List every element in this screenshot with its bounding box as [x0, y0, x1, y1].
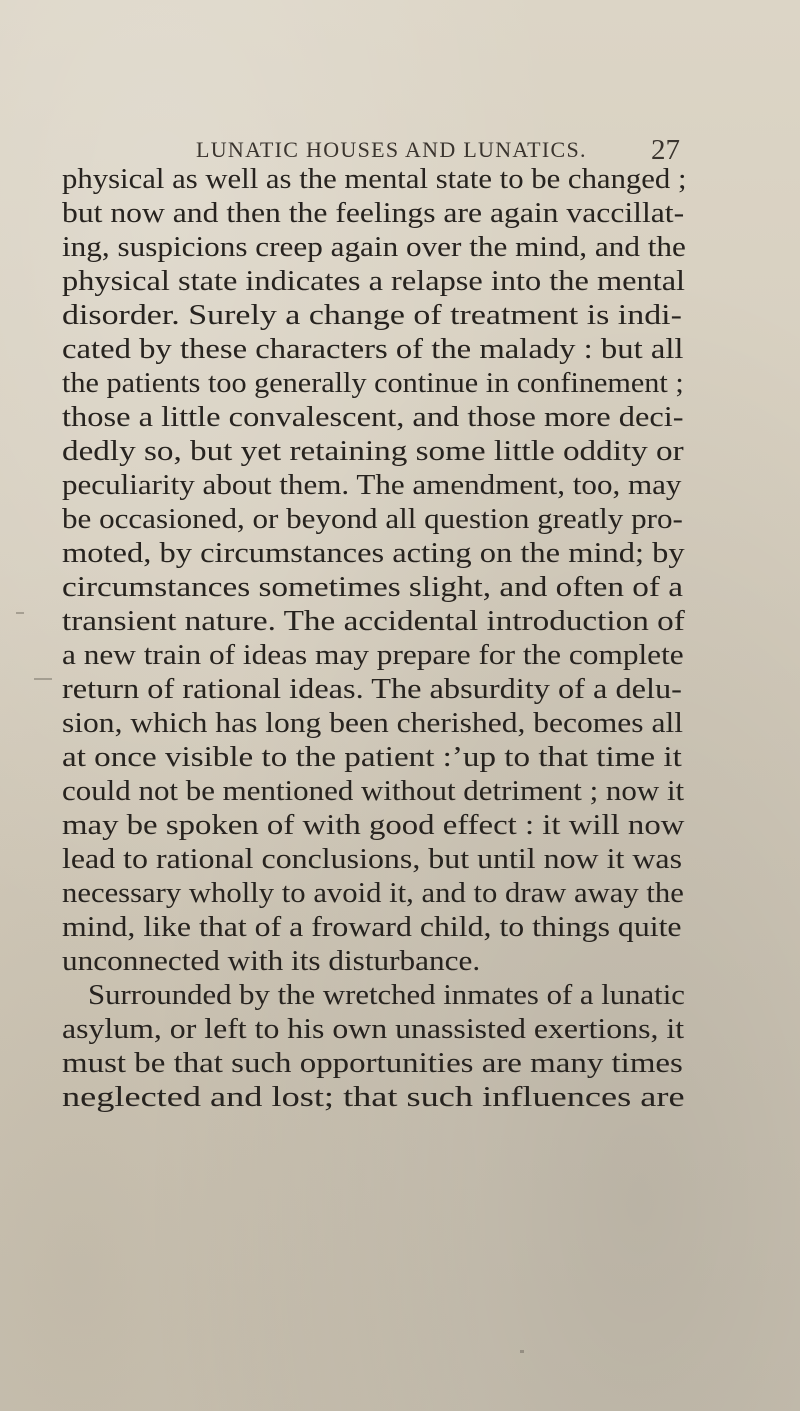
body-line: cated by these characters of the malady : but all [62, 333, 684, 365]
body-line: return of rational ideas. The absurdity of a delu- [62, 673, 682, 705]
running-head-title: LUNATIC HOUSES AND LUNATICS. [196, 137, 587, 162]
page-number: 27 [651, 133, 680, 166]
body-line: necessary wholly to avoid it, and to draw away the [62, 877, 684, 909]
body-text [0, 162, 800, 1172]
body-line: could not be mentioned without detriment ; now it [62, 775, 685, 807]
body-line: mind, like that of a froward child, to things quite [62, 911, 682, 943]
body-line: neglected and lost; that such influences are [62, 1081, 685, 1113]
body-line: physical state indicates a relapse into the mental [62, 265, 686, 297]
body-line: be occasioned, or beyond all question greatly pro- [62, 503, 683, 535]
body-line: sion, which has long been cherished, becomes all [62, 707, 683, 739]
print-mark [34, 678, 52, 680]
body-line: moted, by circumstances acting on the mind; by [62, 537, 685, 569]
body-line: but now and then the feelings are again vaccillat- [62, 197, 685, 229]
body-line: a new train of ideas may prepare for the complete [62, 639, 684, 671]
body-line: the patients too generally continue in confinement ; [62, 367, 684, 399]
body-line: dedly so, but yet retaining some little oddity or [62, 435, 684, 467]
print-mark [16, 612, 24, 614]
body-line: disorder. Surely a change of treatment is indi- [62, 299, 682, 331]
body-line: ing, suspicions creep again over the mind, and the [62, 231, 686, 263]
body-line: unconnected with its disturbance. [62, 945, 481, 977]
body-line: peculiarity about them. The amendment, too, may [62, 469, 682, 501]
body-line: transient nature. The accidental introduction of [62, 605, 685, 637]
body-line: may be spoken of with good effect : it will now [62, 809, 685, 841]
body-line: Surrounded by the wretched inmates of a lunatic [88, 979, 685, 1011]
print-mark [520, 1350, 524, 1353]
body-line: lead to rational conclusions, but until now it was [62, 843, 682, 875]
body-line: physical as well as the mental state to be changed ; [62, 163, 687, 195]
body-line: those a little convalescent, and those more deci- [62, 401, 684, 433]
body-line: asylum, or left to his own unassisted exertions, it [62, 1013, 685, 1045]
body-line: must be that such opportunities are many times [62, 1047, 683, 1079]
body-line: at once visible to the patient :’up to that time it [62, 741, 682, 773]
body-line: circumstances sometimes slight, and often of a [62, 571, 683, 603]
